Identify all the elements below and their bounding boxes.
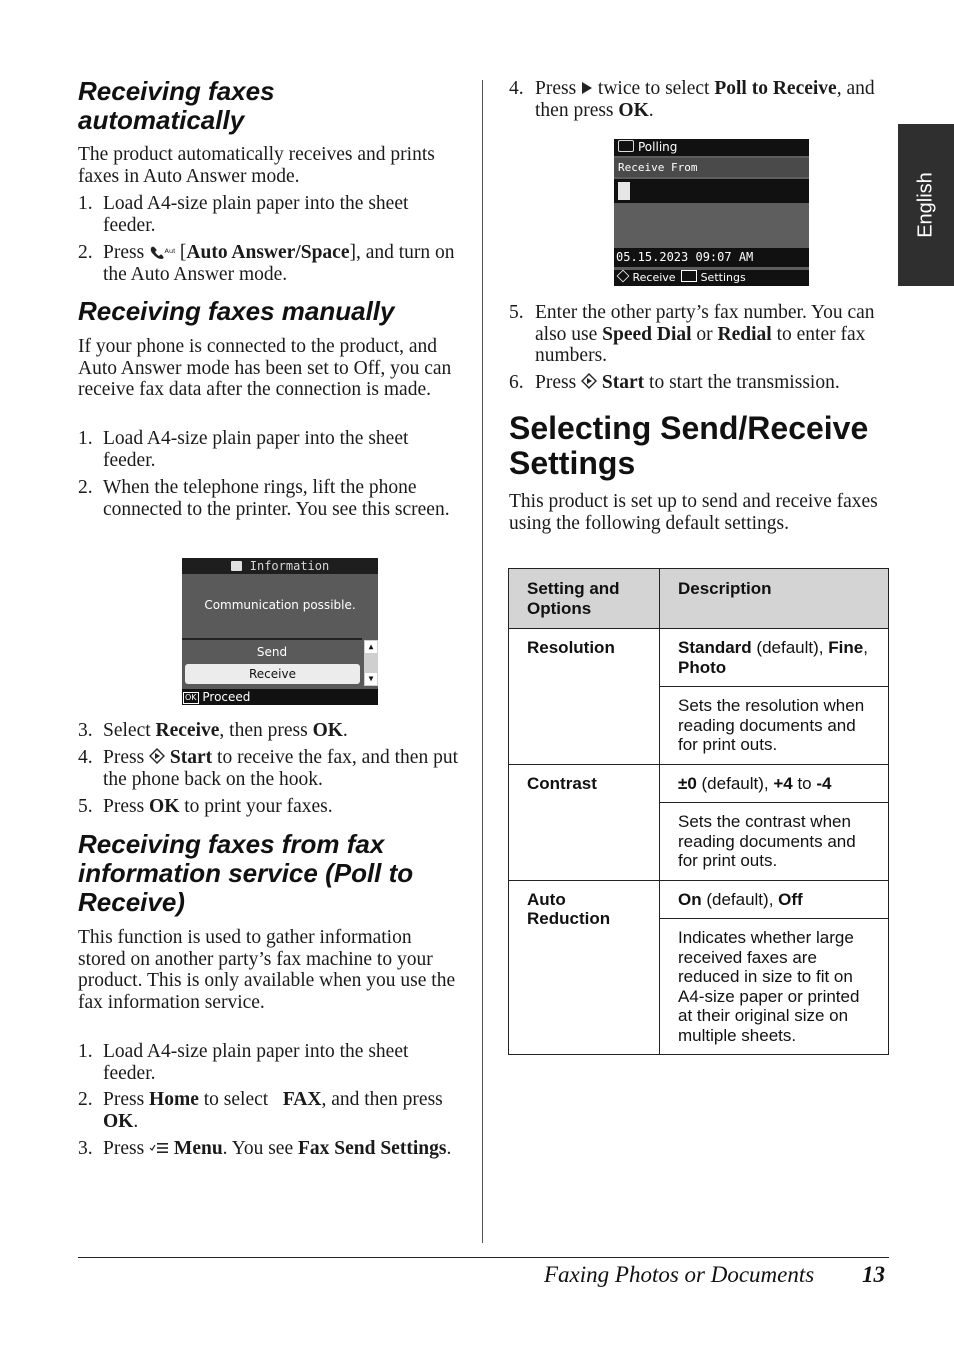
- ok-key-icon: OK: [185, 693, 197, 702]
- auto-intro: The product automatically receives and prints faxes in Auto Answer mode.: [78, 144, 435, 187]
- setting-options: Standard (default), Fine, Photo: [660, 629, 889, 687]
- information-icon: [231, 561, 242, 571]
- manual-intro: If your phone is connected to the product, and Auto Answer mode has been set to Off, you can receive fax data after the connection is made.: [78, 336, 452, 400]
- poll-intro: This function is used to gather information stored on another party’s fax machine to your product. This is only available when you use the fax information service.: [78, 927, 456, 1013]
- text-cursor: [618, 182, 630, 200]
- lcd-datetime: 05.15.2023 09:07 AM: [614, 248, 809, 267]
- lcd-option-receive: Receive: [185, 664, 360, 684]
- lcd-polling-screen: [614, 139, 809, 286]
- lcd-separator: [182, 638, 362, 640]
- manual-step-3: 3. Select Receive, then press OK.: [78, 720, 348, 741]
- heading-receiving-automatically: Receiving faxes automatically: [78, 76, 275, 135]
- menu-list-icon: [681, 270, 697, 282]
- setting-name: Auto Reduction: [509, 880, 660, 1055]
- table-row: [509, 764, 889, 803]
- lcd-option-send: Send: [256, 645, 288, 659]
- heading-send-receive-settings: Selecting Send/Receive Settings: [509, 410, 869, 481]
- setting-name: Resolution: [509, 629, 660, 765]
- scroll-up-icon: ▲: [365, 641, 377, 653]
- lcd-information-screen: [182, 558, 378, 705]
- poll-step-6: 6. Press Start to start the transmission.: [509, 372, 840, 393]
- setting-description: Indicates whether large received faxes are reduced in size to fit on A4-size paper or printed at their original size on multiple sheets.: [660, 919, 889, 1055]
- manual-step-2: 2. When the telephone rings, lift the phone connected to the printer. You see this screen.: [78, 477, 450, 520]
- phone-auto-icon: [149, 243, 175, 265]
- table-header-description: Description: [660, 569, 889, 629]
- page-number: 13: [862, 1262, 885, 1287]
- right-triangle-icon: [581, 79, 593, 101]
- column-divider: [482, 80, 483, 1243]
- auto-step-2: 2. Press Au [Auto Answer/Space], and turn on the Auto Answer mode.: [78, 242, 455, 286]
- diamond-start-icon: [149, 748, 165, 770]
- diamond-start-icon: [581, 373, 597, 395]
- lcd-fax-number-field: [614, 179, 809, 203]
- lcd-scrollbar: [364, 640, 378, 686]
- polling-icon: [618, 140, 634, 152]
- settings-intro: This product is set up to send and receive faxes using the following default settings.: [509, 491, 878, 534]
- diamond-start-icon: [617, 270, 630, 283]
- lcd-polling-footer: Receive Settings: [614, 270, 809, 286]
- setting-options: ±0 (default), +4 to -4: [660, 764, 889, 803]
- poll-step-4: 4. Press twice to select Poll to Receive, and then press OK.: [509, 78, 875, 122]
- lcd-footer: OK Proceed: [182, 689, 378, 705]
- footer-section-title: Faxing Photos or Documents: [544, 1262, 815, 1287]
- heading-poll-to-receive: Receiving faxes from fax information service (Poll to Receive): [78, 829, 414, 917]
- setting-description: Sets the resolution when reading documents and for print outs.: [660, 687, 889, 765]
- lcd-message: Communication possible.: [204, 598, 356, 612]
- language-tab: [898, 124, 954, 286]
- lcd-receive-from-label: Receive From: [614, 158, 809, 177]
- setting-description: Sets the contrast when reading documents and for print outs.: [660, 803, 889, 881]
- poll-step-3: 3. Press Menu. You see Fax Send Settings.: [78, 1138, 452, 1159]
- table-row: [509, 880, 889, 919]
- heading-receiving-manually: Receiving faxes manually: [78, 296, 395, 326]
- poll-step-1: 1. Load A4-size plain paper into the sheet feeder.: [78, 1041, 409, 1084]
- manual-step-4: 4. Press Start to receive the fax, and then put the phone back on the hook.: [78, 747, 458, 791]
- table-row: [509, 629, 889, 687]
- scroll-down-icon: ▼: [365, 673, 377, 685]
- footer-rule: [78, 1257, 889, 1258]
- setting-options: On (default), Off: [660, 880, 889, 919]
- menu-list-icon: [149, 1139, 169, 1161]
- language-tab-label: English: [914, 172, 937, 238]
- lcd-polling-titlebar: Polling: [614, 139, 809, 156]
- manual-step-5: 5. Press OK to print your faxes.: [78, 796, 333, 817]
- manual-step-1: 1. Load A4-size plain paper into the sheet feeder.: [78, 428, 409, 471]
- table-header-row: [509, 569, 889, 629]
- poll-step-2: 2. Press Home to select FAX, and then press OK.: [78, 1089, 443, 1132]
- settings-table: [508, 568, 889, 1055]
- lcd-titlebar: Information: [182, 558, 378, 574]
- svg-text:Auto: Au: [164, 246, 174, 255]
- table-header-setting: Setting and Options: [509, 569, 660, 629]
- setting-name: Contrast: [509, 764, 660, 880]
- poll-step-5: 5. Enter the other party’s fax number. You can also use Speed Dial or Redial to enter fax numbers.: [509, 302, 875, 366]
- auto-step-1: 1. Load A4-size plain paper into the sheet feeder.: [78, 193, 409, 236]
